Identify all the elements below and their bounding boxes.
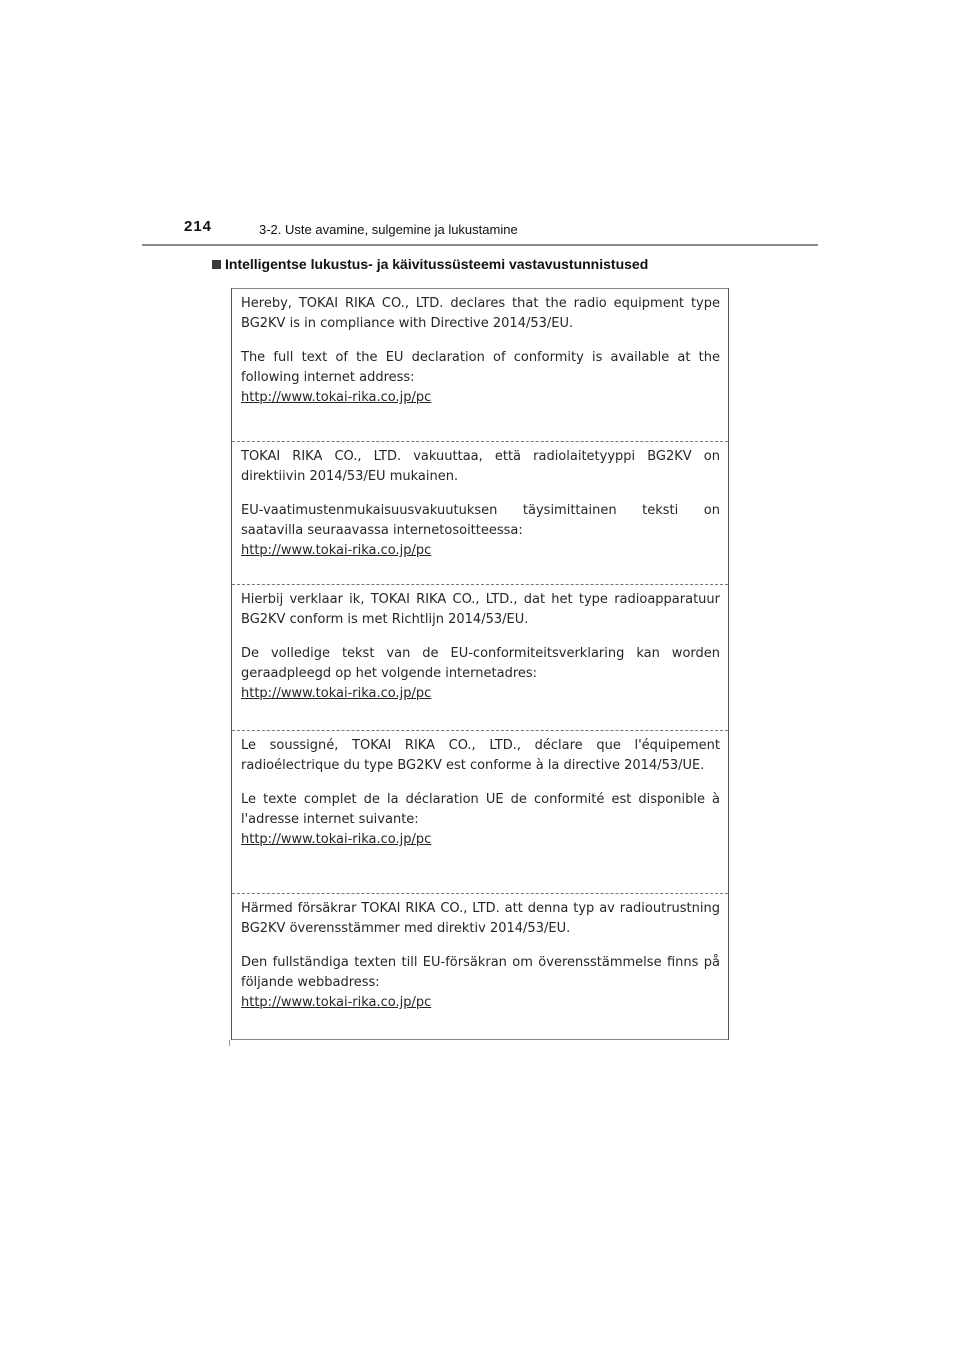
header-rule <box>142 244 818 246</box>
declaration-swedish <box>232 893 728 1039</box>
declaration-availability: Le texte complet de la déclaration UE de conformité est disponible à l'adresse internet suivante: <box>241 792 720 827</box>
declaration-statement: Le soussigné, TOKAI RIKA CO., LTD., déclare que l'équipement radioélectrique du type BG2KV est conforme à la directive 2014/53/UE. <box>241 738 720 773</box>
section-marker-icon <box>212 260 221 269</box>
declaration-availability: De volledige tekst van de EU-conformiteitsverklaring kan worden geraadpleegd op het volgende internetadres: <box>241 646 720 681</box>
declaration-english <box>232 289 728 441</box>
declaration-url-link[interactable]: http://www.tokai-rika.co.jp/pc <box>241 686 432 701</box>
declaration-statement: Hierbij verklaar ik, TOKAI RIKA CO., LTD., dat het type radioapparatuur BG2KV conform is met Richtlijn 2014/53/EU. <box>241 592 720 627</box>
declaration-url-link[interactable]: http://www.tokai-rika.co.jp/pc <box>241 832 432 847</box>
declaration-statement: TOKAI RIKA CO., LTD. vakuuttaa, että radiolaitetyyppi BG2KV on direktiivin 2014/53/EU mukainen. <box>241 449 720 484</box>
declaration-url-link[interactable]: http://www.tokai-rika.co.jp/pc <box>241 390 432 405</box>
declaration-availability: EU-vaatimustenmukaisuusvakuutuksen täysimittainen teksti on saatavilla seuraavassa internetosoitteessa: <box>241 503 720 538</box>
declaration-box <box>231 288 729 1040</box>
declaration-availability: The full text of the EU declaration of conformity is available at the following internet address: <box>241 350 720 385</box>
section-heading <box>212 256 648 272</box>
declaration-statement: Härmed försäkrar TOKAI RIKA CO., LTD. att denna typ av radioutrustning BG2KV överensstämmer med direktiv 2014/53/EU. <box>241 901 720 936</box>
page-number: 214 <box>184 218 213 235</box>
declaration-availability: Den fullständiga texten till EU-försäkran om överensstämmelse finns på följande webbadress: <box>241 955 720 990</box>
declaration-estonian <box>232 441 728 584</box>
declaration-french <box>232 730 728 893</box>
chapter-title: 3-2. Uste avamine, sulgemine ja lukustamine <box>259 222 518 237</box>
scan-edge-mark <box>229 1040 230 1046</box>
declaration-url-link[interactable]: http://www.tokai-rika.co.jp/pc <box>241 995 432 1010</box>
declaration-statement: Hereby, TOKAI RIKA CO., LTD. declares that the radio equipment type BG2KV is in compliance with Directive 2014/53/EU. <box>241 296 720 331</box>
section-title: Intelligentse lukustus- ja käivitussüsteemi vastavustunnistused <box>225 256 649 272</box>
declaration-dutch <box>232 584 728 730</box>
declaration-url-link[interactable]: http://www.tokai-rika.co.jp/pc <box>241 543 432 558</box>
